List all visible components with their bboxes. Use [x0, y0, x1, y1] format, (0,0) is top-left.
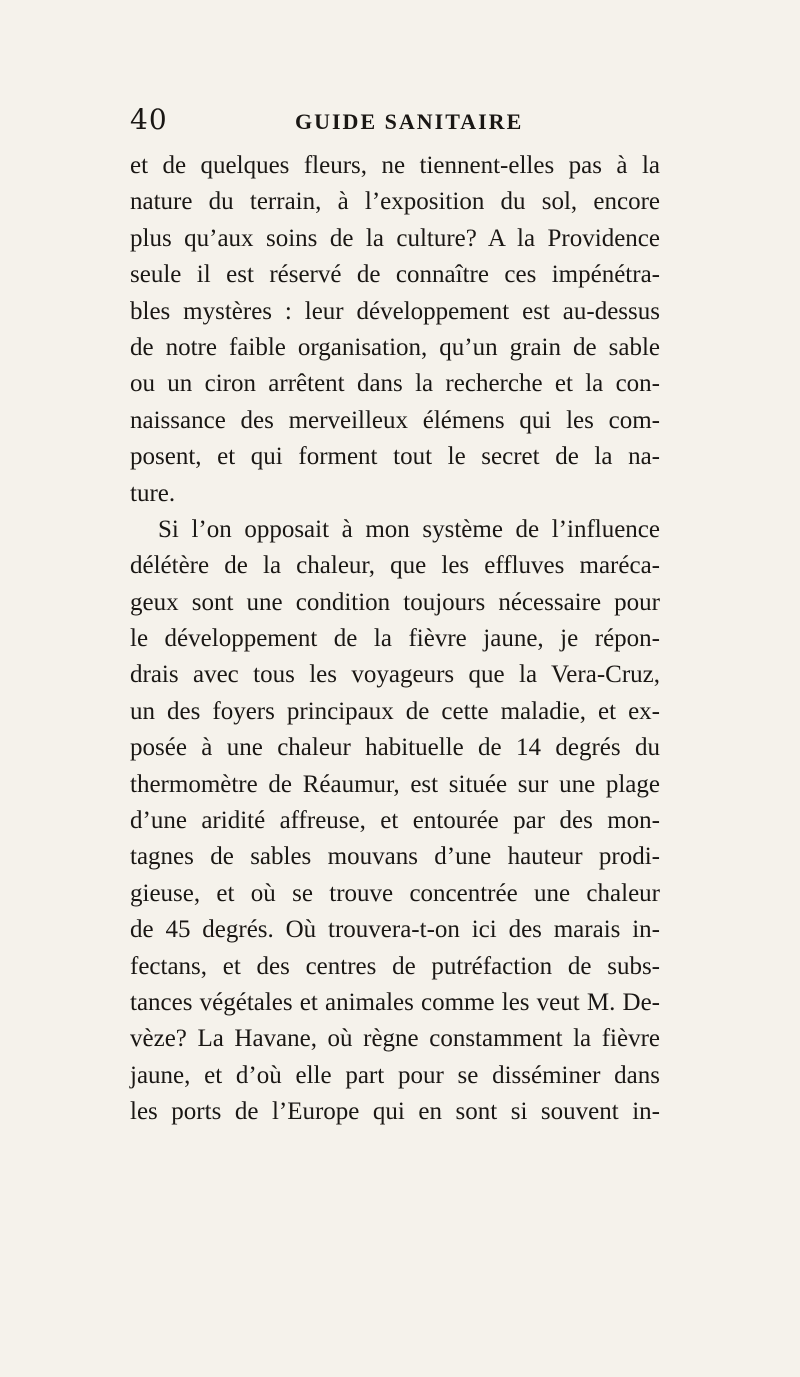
text-line: et de quelques fleurs, ne tiennent-elles pas à la	[130, 152, 660, 179]
text-line: fectans, et des centres de putréfaction de subs-	[130, 952, 660, 980]
text-line: Si l’on opposait à mon système de l’influence	[158, 515, 660, 543]
text-line: jaune, et d’où elle part pour se disséminer dans	[130, 1061, 660, 1089]
text-line: les ports de l’Europe qui en sont si souvent in-	[130, 1098, 660, 1126]
page-header	[127, 103, 687, 143]
text-line: de 45 degrés. Où trouvera-t-on ici des marais in-	[130, 916, 660, 944]
text-line: bles mystères : leur développement est au-dessus	[130, 297, 660, 325]
text-line: plus qu’aux soins de la culture? A la Providence	[130, 224, 660, 252]
text-line: posent, et qui forment tout le secret de la na-	[130, 443, 660, 471]
text-line: ture.	[130, 479, 176, 507]
text-line: délétère de la chaleur, que les effluves maréca-	[130, 552, 660, 580]
page-number: 40	[130, 103, 168, 136]
text-line: naissance des merveilleux élémens qui les com-	[130, 406, 660, 434]
text-line: drais avec tous les voyageurs que la Vera-Cruz,	[130, 661, 660, 689]
text-line: gieuse, et où se trouve concentrée une chaleur	[130, 879, 660, 907]
text-line: de notre faible organisation, qu’un grain de sable	[130, 333, 660, 361]
text-line: thermomètre de Réaumur, est située sur une plage	[130, 770, 660, 798]
text-line: le développement de la fièvre jaune, je répon-	[130, 625, 660, 653]
running-title: GUIDE SANITAIRE	[295, 109, 524, 134]
text-line: geux sont une condition toujours nécessaire pour	[130, 588, 660, 616]
text-line: ou un ciron arrêtent dans la recherche et la con-	[130, 370, 660, 398]
text-line: d’une aridité affreuse, et entourée par des mon-	[130, 807, 660, 835]
text-line: vèze? La Havane, où règne constamment la fièvre	[130, 1025, 660, 1053]
text-line: seule il est réservé de connaître ces impénétra-	[130, 261, 660, 289]
text-line: nature du terrain, à l’exposition du sol, encore	[130, 188, 660, 216]
text-line: tances végétales et animales comme les veut M. De-	[130, 988, 660, 1016]
text-line: posée à une chaleur habituelle de 14 degrés du	[130, 734, 660, 762]
text-line: un des foyers principaux de cette maladie, et ex-	[130, 697, 660, 725]
body-text	[130, 148, 660, 1131]
text-line: tagnes de sables mouvans d’une hauteur prodi-	[130, 843, 660, 871]
